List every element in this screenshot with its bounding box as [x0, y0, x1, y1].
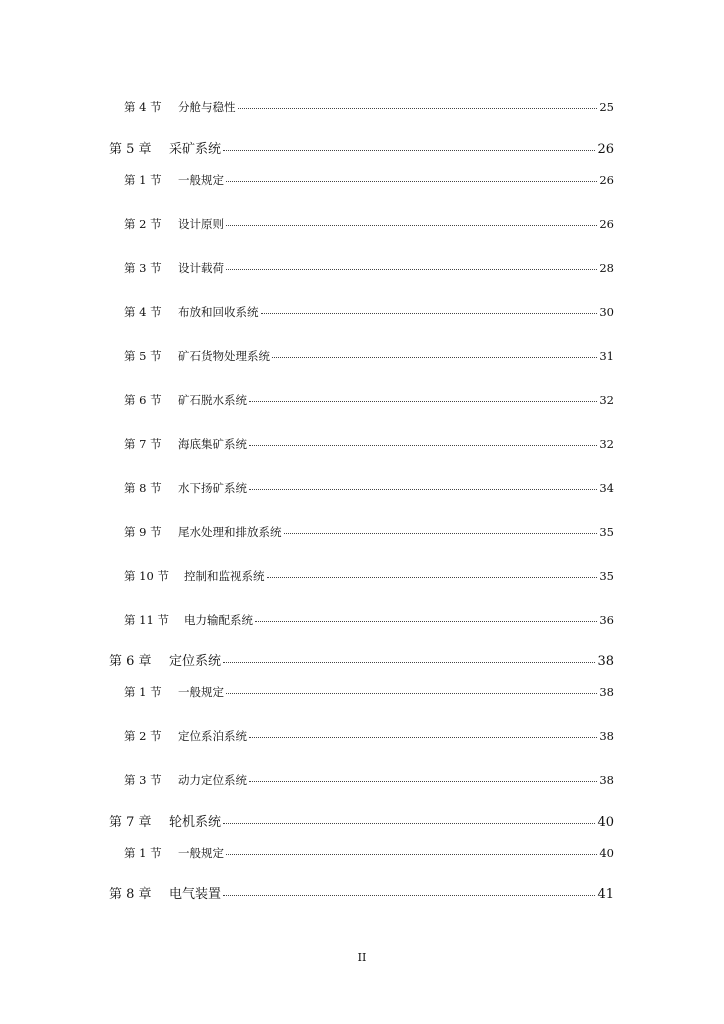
dot-leader: [249, 401, 597, 402]
entry-title: 矿石货物处理系统: [178, 349, 270, 363]
entry-title: 一般规定: [178, 846, 224, 860]
entry-page: 35: [599, 525, 614, 539]
entry-number: 第 1 节: [124, 846, 162, 860]
chapter-number: 第 7 章: [109, 815, 152, 830]
toc-entry: [124, 172, 614, 188]
chapter-number: 第 8 章: [109, 887, 152, 902]
toc-entry: [124, 845, 614, 861]
dot-leader: [249, 781, 597, 782]
entry-page: 34: [599, 481, 614, 495]
dot-leader: [255, 621, 597, 622]
entry-title: 一般规定: [178, 173, 224, 187]
page-number-footer: II: [357, 951, 367, 964]
toc-entry: [124, 480, 614, 496]
toc-chapter-entry: [109, 811, 614, 830]
toc-entry: [124, 684, 614, 700]
dot-leader: [223, 662, 595, 663]
toc-entry: [124, 260, 614, 276]
chapter-number: 第 5 章: [109, 142, 152, 157]
toc-entry: [124, 216, 614, 232]
chapter-title: 定位系统: [169, 654, 222, 669]
dot-leader: [226, 181, 597, 182]
toc-entry: [124, 524, 614, 540]
entry-number: 第 7 节: [124, 437, 162, 451]
entry-page: 30: [599, 305, 614, 319]
toc-entry: [124, 772, 614, 788]
dot-leader: [261, 313, 598, 314]
entry-page: 38: [599, 729, 614, 743]
toc-chapter-entry: [109, 138, 614, 157]
chapter-title: 采矿系统: [169, 142, 222, 157]
entry-page: 28: [599, 261, 614, 275]
dot-leader: [223, 150, 595, 151]
dot-leader: [249, 489, 597, 490]
entry-title: 控制和监视系统: [184, 569, 265, 583]
entry-number: 第 6 节: [124, 393, 162, 407]
entry-page: 40: [599, 846, 614, 860]
dot-leader: [267, 577, 598, 578]
chapter-title: 轮机系统: [169, 815, 222, 830]
entry-number: 第 5 节: [124, 349, 162, 363]
dot-leader: [226, 693, 597, 694]
dot-leader: [238, 108, 598, 109]
entry-page: 36: [599, 613, 614, 627]
entry-number: 第 1 节: [124, 685, 162, 699]
chapter-page: 26: [597, 142, 614, 157]
entry-title: 定位系泊系统: [178, 729, 247, 743]
toc-entry: [124, 392, 614, 408]
dot-leader: [226, 269, 597, 270]
entry-page: 26: [599, 173, 614, 187]
dot-leader: [226, 225, 597, 226]
entry-title: 设计载荷: [178, 261, 224, 275]
entry-page: 31: [599, 349, 614, 363]
entry-number: 第 3 节: [124, 261, 162, 275]
dot-leader: [223, 895, 595, 896]
entry-number: 第 3 节: [124, 773, 162, 787]
toc-entry: [124, 348, 614, 364]
entry-page: 35: [599, 569, 614, 583]
entry-title: 海底集矿系统: [178, 437, 247, 451]
entry-title: 一般规定: [178, 685, 224, 699]
chapter-title: 电气装置: [169, 887, 222, 902]
chapter-page: 41: [597, 887, 614, 902]
dot-leader: [272, 357, 597, 358]
entry-number: 第 10 节: [124, 569, 169, 583]
entry-page: 38: [599, 773, 614, 787]
dot-leader: [249, 737, 597, 738]
entry-page: 38: [599, 685, 614, 699]
entry-title: 矿石脱水系统: [178, 393, 247, 407]
entry-page: 32: [599, 393, 614, 407]
entry-title: 分舱与稳性: [178, 100, 236, 114]
chapter-page: 40: [597, 815, 614, 830]
entry-number: 第 2 节: [124, 729, 162, 743]
entry-number: 第 9 节: [124, 525, 162, 539]
entry-number: 第 8 节: [124, 481, 162, 495]
entry-title: 动力定位系统: [178, 773, 247, 787]
entry-title: 电力输配系统: [184, 613, 253, 627]
toc-entry: [124, 568, 614, 584]
entry-number: 第 4 节: [124, 305, 162, 319]
entry-number: 第 2 节: [124, 217, 162, 231]
entry-page: 32: [599, 437, 614, 451]
dot-leader: [249, 445, 597, 446]
entry-number: 第 11 节: [124, 613, 169, 627]
toc-entry: [124, 436, 614, 452]
chapter-page: 38: [597, 654, 614, 669]
dot-leader: [226, 854, 597, 855]
entry-number: 第 1 节: [124, 173, 162, 187]
chapter-number: 第 6 章: [109, 654, 152, 669]
entry-page: 25: [599, 100, 614, 114]
entry-title: 尾水处理和排放系统: [178, 525, 282, 539]
entry-title: 布放和回收系统: [178, 305, 259, 319]
toc-chapter-entry: [109, 650, 614, 669]
dot-leader: [223, 823, 595, 824]
toc-chapter-entry: [109, 883, 614, 902]
toc-entry: [124, 612, 614, 628]
dot-leader: [284, 533, 598, 534]
toc-entry: [124, 99, 614, 115]
entry-page: 26: [599, 217, 614, 231]
entry-title: 水下扬矿系统: [178, 481, 247, 495]
toc-entry: [124, 728, 614, 744]
toc-entry: [124, 304, 614, 320]
entry-title: 设计原则: [178, 217, 224, 231]
entry-number: 第 4 节: [124, 100, 162, 114]
